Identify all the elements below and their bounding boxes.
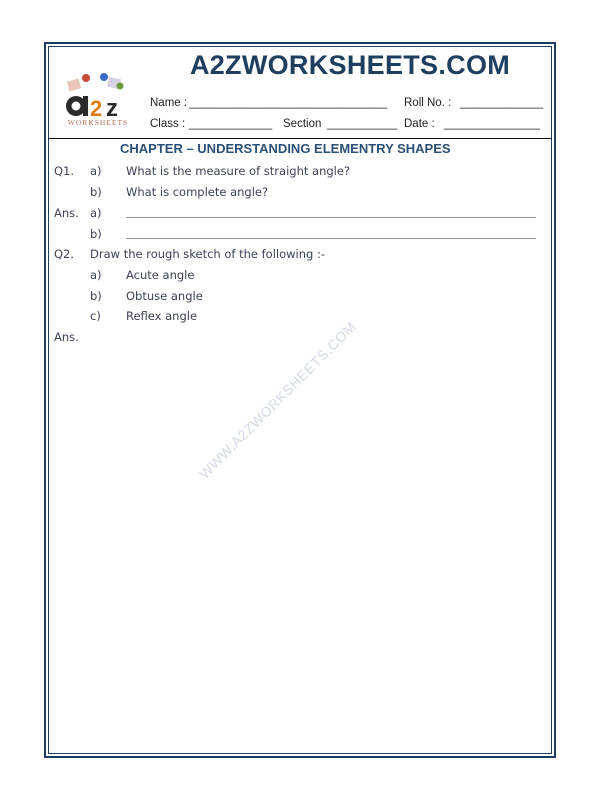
section-label: Section (283, 118, 322, 130)
q2-part-c-text: Reflex angle (126, 309, 198, 323)
answer-line-b[interactable] (126, 238, 536, 239)
q2-text: Draw the rough sketch of the following :- (90, 247, 326, 261)
q1-number: Q1. (54, 164, 75, 178)
q2-part-a-letter: a) (90, 268, 102, 282)
roll-no-field[interactable]: _____________ (460, 97, 544, 109)
logo-icon (58, 72, 138, 122)
roll-no-label: Roll No. : (404, 97, 452, 109)
q1-part-a-text: What is the measure of straight angle? (126, 164, 351, 178)
answer-line-a[interactable] (126, 217, 536, 218)
q1-part-b-text: What is complete angle? (126, 185, 269, 199)
section-field[interactable]: ___________ (327, 118, 398, 130)
header-divider (48, 138, 552, 139)
ans2-label: Ans. (54, 330, 79, 344)
ans1-label: Ans. (54, 206, 79, 220)
q2-part-b-letter: b) (90, 289, 102, 303)
a2z-logo (58, 72, 138, 130)
date-field[interactable]: _______________ (444, 118, 540, 130)
site-title: A2ZWORKSHEETS.COM (189, 50, 511, 80)
q2-part-c-letter: c) (90, 309, 101, 323)
date-label: Date : (404, 118, 435, 130)
name-label: Name : (150, 97, 188, 109)
svg-text:z: z (106, 95, 118, 122)
q2-part-a-text: Acute angle (126, 268, 195, 282)
q2-part-b-text: Obtuse angle (126, 289, 203, 303)
q2-number: Q2. (54, 247, 75, 261)
q1-part-a-letter: a) (90, 164, 102, 178)
name-field[interactable]: _______________________________ (189, 97, 388, 109)
class-label: Class : (150, 118, 186, 130)
class-field[interactable]: _____________ (189, 118, 273, 130)
watermark: WWW.A2ZWORKSHEETS.COM (195, 318, 360, 482)
logo-wordmark: WORKSHEETS (67, 118, 129, 127)
q1-part-b-letter: b) (90, 185, 102, 199)
chapter-heading: CHAPTER – UNDERSTANDING ELEMENTRY SHAPES (120, 141, 451, 156)
ans1-part-b-letter: b) (90, 227, 102, 241)
svg-text:2: 2 (90, 96, 103, 121)
ans1-part-a-letter: a) (90, 206, 102, 220)
